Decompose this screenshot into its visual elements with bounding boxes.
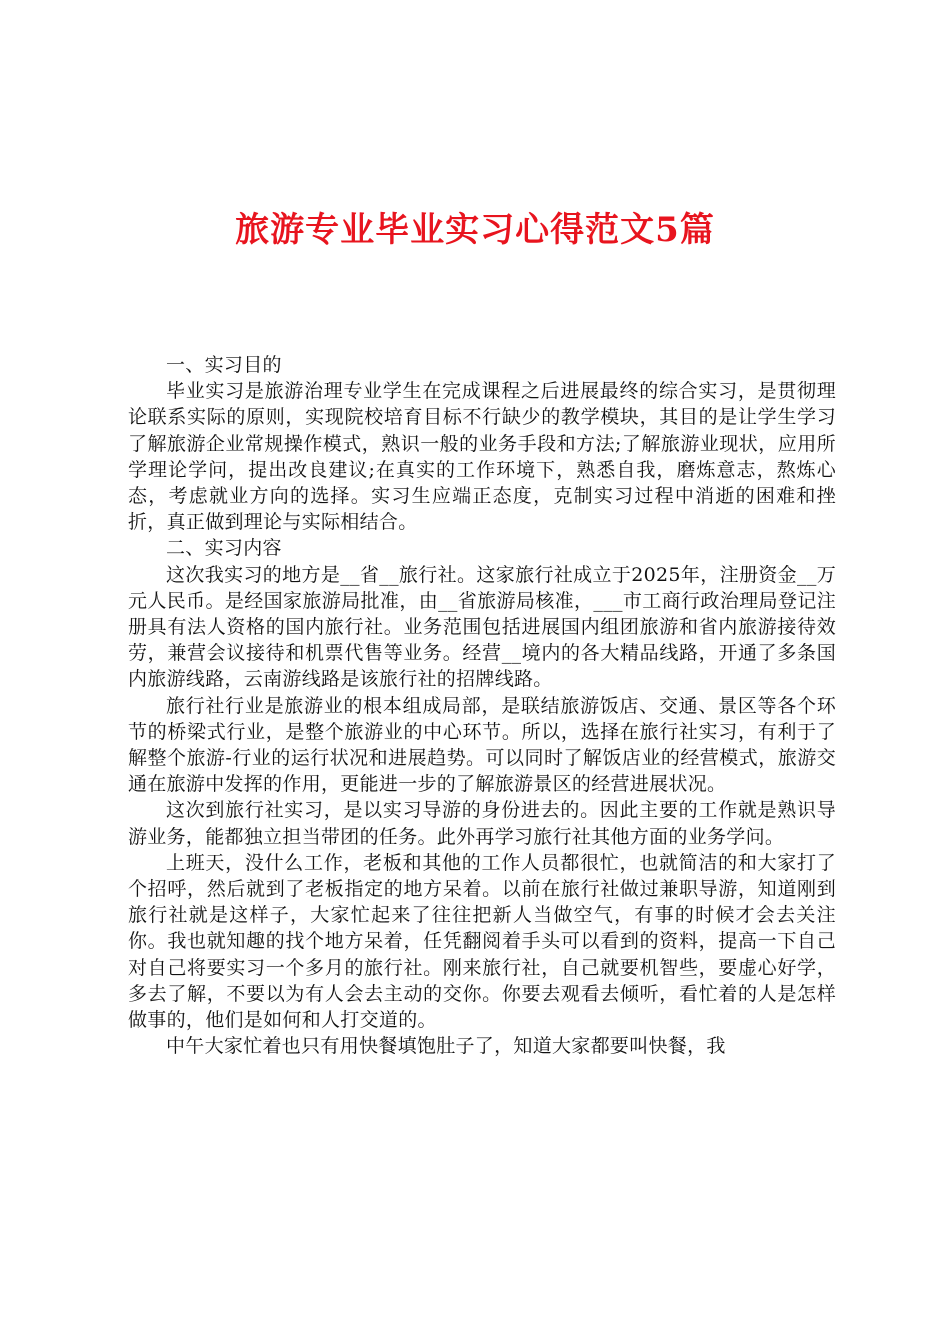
- section-heading: 二、实习内容: [166, 537, 282, 560]
- document-title: 旅游专业毕业实习心得范文5篇: [235, 210, 715, 250]
- paragraph: 上班天，没什么工作，老板和其他的工作人员都很忙，也就简洁的和大家打了个招呼，然后就到了老板指定的地方呆着。以前在旅行社做过兼职导游，知道刚到旅行社就是这样子，大家忙起来了往往把新人当做空气，有事的时候才会去关注你。我也就知趣的找个地方呆着，任凭翻阅着手头可以看到的资料，提高一下自己对自己将要实习一个多月的旅行社。刚来旅行社，自己就要机智些，要虚心好学，多去了解，不要以为有人会去主动的交你。你要去观看去倾听，看忙着的人是怎样做事的，他们是如何和人打交道的。: [128, 851, 836, 1032]
- paragraph: 毕业实习是旅游治理专业学生在完成课程之后进展最终的综合实习，是贯彻理论联系实际的原则，实现院校培育目标不行缺少的教学模块，其目的是让学生学习了解旅游企业常规操作模式，熟识一般的业务手段和方法;了解旅游业现状，应用所学理论学问，提出改良建议;在真实的工作环境下，熟悉自我，磨炼意志，熬炼心态，考虑就业方向的选择。实习生应端正态度，克制实习过程中消逝的困难和挫折，真正做到理论与实际相结合。: [128, 380, 836, 534]
- section-heading: 一、实习目的: [166, 354, 282, 376]
- paragraph: 这次到旅行社实习，是以实习导游的身份进去的。因此主要的工作就是熟识导游业务，能都独立担当带团的任务。此外再学习旅行社其他方面的业务学问。: [128, 799, 836, 848]
- document-body: [128, 352, 836, 1059]
- paragraph: 中午大家忙着也只有用快餐填饱肚子了，知道大家都要叫快餐，我: [166, 1035, 726, 1058]
- paragraph: 旅行社行业是旅游业的根本组成局部，是联结旅游饭店、交通、景区等各个环节的桥梁式行业，是整个旅游业的中心环节。所以，选择在旅行社实习，有利于了解整个旅游-行业的运行状况和进展趋势。可以同时了解饭店业的经营模式，旅游交通在旅游中发挥的作用，更能进一步的了解旅游景区的经营进展状况。: [128, 694, 836, 796]
- paragraph: 这次我实习的地方是__省__旅行社。这家旅行社成立于2025年，注册资金__万元人民币。是经国家旅游局批准，由__省旅游局核准，___市工商行政治理局登记注册具有法人资格的国内旅行社。业务范围包括进展国内组团旅游和省内旅游接待效劳，兼营会议接待和机票代售等业务。经营__境内的各大精品线路，开通了多条国内旅游线路，云南游线路是该旅行社的招牌线路。: [128, 563, 836, 691]
